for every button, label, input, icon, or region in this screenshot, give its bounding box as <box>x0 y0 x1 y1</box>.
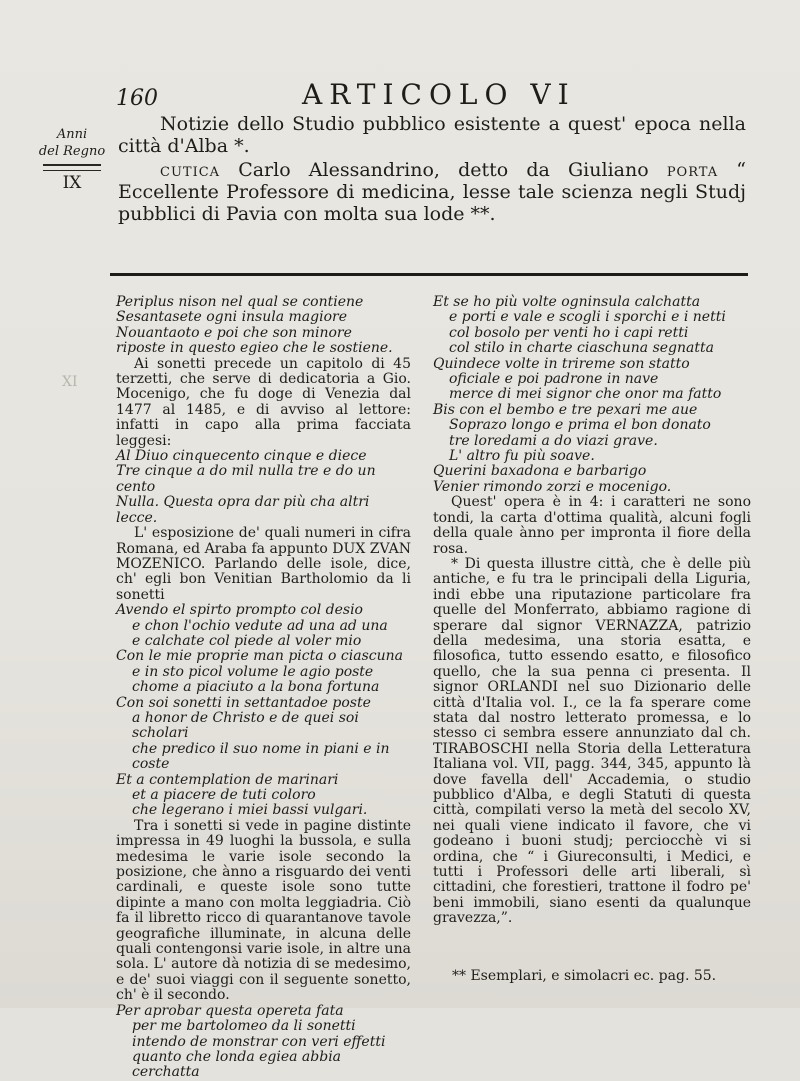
verse-line: Venier rimondo zorzi e mocenigo. <box>433 478 672 495</box>
paragraph: * Di questa illustre città, che è delle più antiche, e fu tra le principali della Liguria, indi ebbe una riputazione particolare fra quelle del Monferrato, abbiamo ragione di sperare dal signor VERNAZZA, patrizio della medesima, una storia esatta, e filosofica, tutto essendo esatto, e filosofico quello, che la sua penna ci presenta. Il signor ORLANDI nel suo Dizionario delle città d'Italia vol. I., ce la fa sperare come stata dal nostro letterato promessa, e lo stesso ci sembra essere annunziato dal ch. TIRABOSCHI nella Storia della Letteratura Italiana vol. VII, pagg. 344, 345, appunto là dove favella dell' Accademia, o studio pubblico d'Alba, e degli Statuti di questa città, compilati verso la metà del secolo XV, nei quali viene indicato il favore, che vi godeano i buoni studj; perciocchè vi si ordina, che “ i Giureconsulti, i Medici, e tutti i Professori delle arti liberali, sì cittadini, che forestieri, trattone il fodro pe' beni immobili, siano esenti da qualunque gravezza,”. <box>433 555 751 927</box>
verse-line: a honor de Christo e de quei soi scholari <box>132 709 359 742</box>
verse-line: e calchate col piede al voler mio <box>132 632 362 649</box>
margin-note-line2: del Regno <box>38 144 106 159</box>
verse-line: Querini baxadona e barbarigo <box>433 463 647 480</box>
intro-body-1: Carlo Alessandrino, detto da Giuliano <box>220 159 667 181</box>
paragraph: Tra i sonetti si vede in pagine distinte impressa in 49 luoghi la bussola, e sulla medesima le varie isole secondo la posizione, che ànno a risguardo dei venti cardinali, e queste isole sono tutte dipinte a mano con molta leggiadria. Ciò fa il libretto ricco di quarantanove tavole geografiche illuminate, in alcuna delle quali contengonsi varie isole, in altre una sola. L' autore dà notizia di se medesimo, e de' suoi viaggi con il seguente sonetto, ch' è il secondo. <box>116 817 411 1004</box>
verse-line: Periplus nison nel qual se contiene <box>116 294 364 310</box>
article-title: ARTICOLO VI <box>302 78 576 111</box>
verse-line: Avendo el spirto prompto col desio <box>116 602 363 619</box>
verse-line: Tre cinque a do mil nulla tre e do un cento <box>116 463 376 495</box>
verse-line: che legerano i miei bassi vulgari. <box>132 802 368 819</box>
section-separator <box>110 273 748 276</box>
paragraph: Quest' opera è in 4: i caratteri ne sono tondi, la carta d'ottima qualità, alcuni fogli della quale ànno per impronta il fiore della rosa. <box>433 494 751 557</box>
verse-line: e porti e vale e scogli i sporchi e i netti <box>449 309 726 326</box>
verse-line: riposte in questo egieo che le sostiene. <box>116 340 393 357</box>
verse-line: Et a contemplation de marinari <box>116 771 339 788</box>
verse-line: Al Diuo cinquecento cinque e diece <box>116 448 367 465</box>
footnote: ** Esemplari, e simolacri ec. pag. 55. <box>452 968 717 984</box>
paragraph: Ai sonetti precede un capitolo di 45 terzetti, che serve di dedicatoria a Gio. Mocenigo, che fu doge di Venezia dal 1477 al 1485, e di avviso al lettore: infatti in capo alla prima facciata leggesi: <box>116 355 411 449</box>
margin-rule <box>43 164 101 171</box>
verse-line: chome a piaciuto a la bona fortuna <box>132 679 380 696</box>
verse-line: tre loredami a do viazi grave. <box>449 432 658 449</box>
right-column <box>433 295 751 927</box>
verse-line: L' altro fu più soave. <box>449 448 595 465</box>
intro-body-2: “ Eccellente Professore di medicina, lesse tale scienza negli Studj pubblici di Pavia con molta sua lode **. <box>118 159 746 225</box>
verse-line: Con soi sonetti in settantadoe poste <box>116 694 371 711</box>
verse-line: Nouantaoto e poi che son minore <box>116 324 352 341</box>
verse-line: et a piacere de tuti coloro <box>132 787 316 803</box>
verse-line: Et se ho più volte ogninsula calchatta <box>433 294 701 310</box>
section-heading: Notizie dello Studio pubblico esistente a quest' epoca nella città d'Alba *. <box>118 113 746 157</box>
verse-line: col bosolo per venti ho i capi retti <box>449 324 689 341</box>
margin-note <box>26 126 118 192</box>
paragraph: L' esposizione de' quali numeri in cifra Romana, ed Araba fa appunto DUX ZVAN MOZENICO. Parlando delle isole, dice, ch' egli bon Venitian Bartholomio da li sonetti <box>116 525 411 603</box>
verse-line: Con le mie proprie man picta o ciascuna <box>116 648 403 665</box>
intro-section <box>118 113 746 225</box>
verse-line: Quindece volte in trireme son statto <box>433 355 690 372</box>
verse-line: Bis con el bembo e tre pexari me aue <box>433 401 698 418</box>
verse-line: e chon l'ochio vedute ad una ad una <box>132 617 388 634</box>
page-number: 160 <box>116 86 158 111</box>
verse-line: Per aprobar questa opereta fata <box>116 1002 344 1019</box>
verse-line: quanto che londa egiea abbia cerchatta <box>132 1048 342 1081</box>
verse-line: per me bartolomeo da li sonetti <box>132 1018 356 1035</box>
verse-line: intendo de monstrar con veri effetti <box>132 1033 386 1050</box>
verse-line: Sesantasete ogni insula magiore <box>116 309 347 326</box>
author-name-caps-2: porta <box>666 159 719 181</box>
verse-line: col stilo in charte ciaschuna segnatta <box>449 340 714 357</box>
verse-line: oficiale e poi padrone in nave <box>449 371 659 388</box>
verse-line: Nulla. Questa opra dar più cha altri lecce. <box>116 494 370 526</box>
verse-line: che predico il suo nome in piani e in coste <box>132 740 390 773</box>
margin-note-line1: Anni <box>56 127 88 142</box>
verse-line: merce di mei signor che onor ma fatto <box>449 386 722 403</box>
verse-line: Soprazo longo e prima el bon donato <box>449 417 711 434</box>
author-name-caps: cutica <box>160 159 221 181</box>
intro-paragraph <box>118 159 746 225</box>
margin-year: IX <box>62 173 82 193</box>
page-header <box>112 78 752 114</box>
left-column <box>116 295 411 1081</box>
verse-line: e in sto picol volume le agio poste <box>132 663 374 680</box>
bleed-through-mark: XI <box>62 374 78 390</box>
